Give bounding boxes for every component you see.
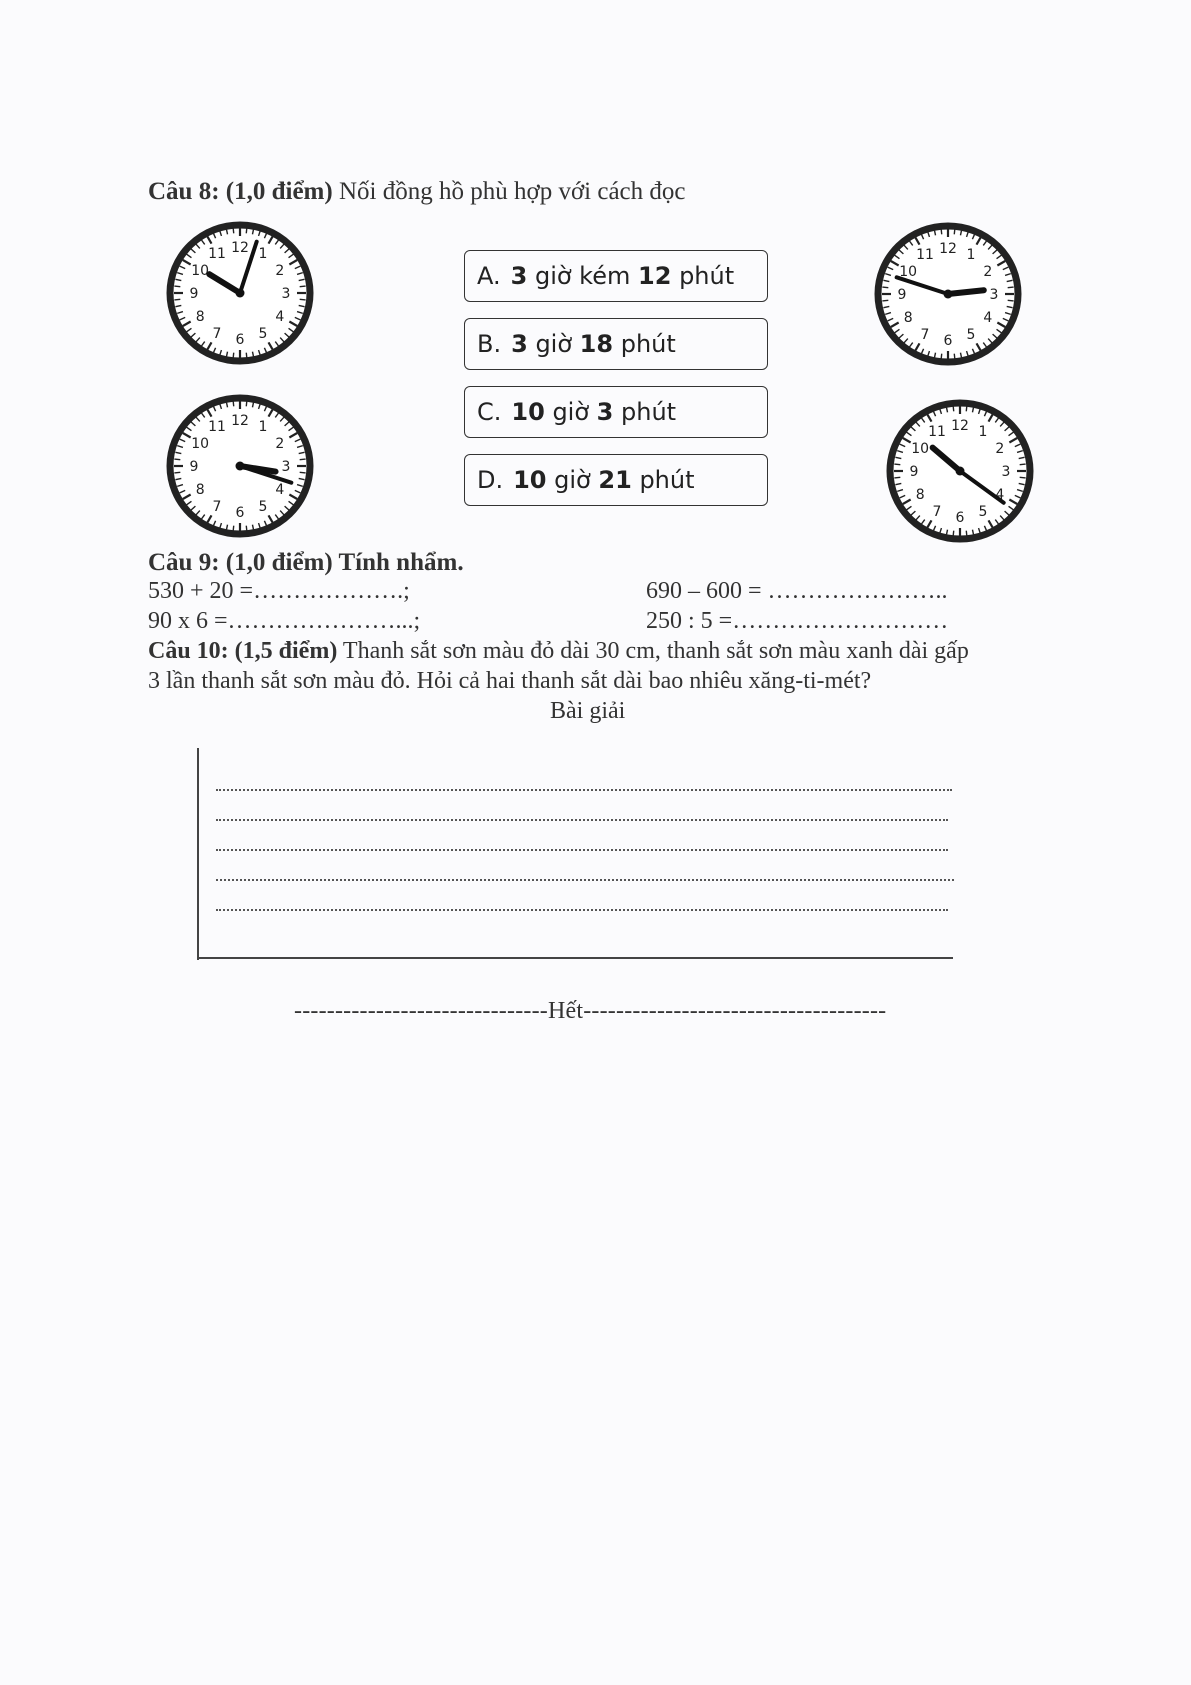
clock-top-left [160,219,320,367]
clock-numeral: 7 [932,503,942,520]
option-minute: 12 [638,262,672,290]
clock-tick [882,300,888,301]
option-letter: C. [477,398,502,426]
answer-line-4[interactable] [216,879,954,881]
clock-tick [1020,464,1026,465]
q8-text: Nối đồng hồ phù hợp với cách đọc [338,178,686,205]
clock-numeral: 5 [258,325,268,342]
option-hour-word: giờ [535,330,573,358]
clock-numeral: 4 [275,309,285,325]
option-d[interactable] [464,454,768,506]
clock-numeral: 2 [275,436,285,452]
answer-line-2[interactable] [216,819,948,821]
clock-numeral: 12 [939,241,957,257]
clock-numeral: 1 [966,247,976,264]
option-minute-word: phút [620,330,676,358]
clock-numeral: 2 [983,264,993,280]
clock-numeral: 1 [258,419,268,436]
q9-expr-2: 690 – 600 = ………………….. [646,578,948,604]
clock-center [236,289,245,298]
clock-numeral: 11 [208,246,226,263]
clock-center [956,467,965,476]
answer-frame-left-border [197,748,199,960]
clock-tick [954,228,955,234]
clock-tick [233,227,234,233]
clock-tick [300,286,306,287]
clock-numeral: 4 [983,310,993,326]
clock-tick [941,228,942,234]
option-minute-word: phút [679,262,735,290]
answer-frame-bottom-border [197,957,953,959]
clock-numeral: 6 [955,510,965,526]
clock-numeral: 1 [258,246,268,263]
end-marker [294,998,886,1025]
clock-numeral: 9 [189,459,199,475]
clock-tick [174,472,180,473]
clock-numeral: 10 [911,441,930,457]
clock-numeral: 3 [281,459,291,475]
clock-bottom-right [880,397,1040,545]
q10-line-2: 3 lần thanh sắt sơn màu đỏ. Hỏi cả hai thanh sắt dài bao nhiêu xăng-ti-mét? [148,668,872,694]
clock-numeral: 11 [916,247,934,264]
q9-label: Câu 9: (1,0 điểm) Tính nhẩm. [148,549,464,576]
clock-numeral: 5 [258,498,268,515]
clock-tick [246,227,247,233]
clock-numeral: 3 [281,286,291,302]
option-hour-word: giờ kém [534,262,631,290]
clock-tick [233,526,234,532]
clock-numeral: 1 [978,424,988,441]
clock-numeral: 7 [920,326,930,343]
clock-tick [953,405,954,411]
clock-numeral: 2 [995,441,1005,457]
option-letter: D. [477,466,504,494]
q9-expr-3: 90 x 6 =…………………...; [148,608,421,634]
option-minute: 18 [579,330,614,358]
clock-tick [233,353,234,359]
clock-tick [954,354,955,360]
clock-tick [966,531,967,537]
clock-numeral: 10 [899,264,918,280]
clock-tick [174,299,180,300]
clock-numeral: 7 [212,498,222,515]
clock-numeral: 9 [909,464,919,480]
clock-tick [300,299,306,300]
solution-title: Bài giải [550,698,626,724]
clock-tick [882,287,888,288]
clock-numeral: 9 [897,287,907,303]
clock-numeral: 12 [231,240,249,256]
q8-heading [148,178,686,206]
option-hour: 3 [511,330,528,358]
clock-numeral: 8 [195,482,205,498]
option-minute: 21 [598,466,632,494]
q9-heading [148,549,464,577]
option-letter: B. [477,330,502,358]
clock-numeral: 8 [195,309,205,325]
clock-tick [246,526,247,532]
clock-numeral: 8 [915,487,925,503]
clock-tick [300,459,306,460]
q9-expr-1: 530 + 20 =……………….; [148,578,410,604]
clock-numeral: 4 [275,482,285,498]
clock-tick [246,353,247,359]
option-minute: 3 [596,398,614,426]
clock-tick [300,472,306,473]
hour-hand [948,290,984,294]
clock-numeral: 11 [208,419,226,436]
clock-bottom-left [160,392,320,540]
clock-tick [233,400,234,406]
clock-numeral: 10 [191,436,210,452]
clock-top-right [868,220,1028,368]
clock-numeral: 3 [1001,464,1011,480]
clock-numeral: 5 [966,326,976,343]
answer-line-5[interactable] [216,909,948,911]
answer-line-1[interactable] [216,789,952,791]
option-letter: A. [477,262,501,290]
answer-line-3[interactable] [216,849,948,851]
clock-tick [1008,287,1014,288]
clock-numeral: 9 [189,286,199,302]
clock-numeral: 2 [275,263,285,279]
clock-tick [174,286,180,287]
clock-numeral: 6 [943,333,953,349]
clock-tick [246,400,247,406]
option-b[interactable] [464,318,768,370]
clock-numeral: 3 [989,287,999,303]
q10-line-1 [148,638,969,665]
clock-numeral: 11 [928,424,946,441]
q9-expr-4: 250 : 5 =……………………… [646,608,949,634]
clock-center [236,462,245,471]
clock-tick [894,477,900,478]
end-dashes-right: ------------------------------------- [583,998,887,1024]
clock-tick [966,405,967,411]
end-word: Hết [547,998,584,1024]
clock-numeral: 7 [212,325,222,342]
option-minute-word: phút [621,398,677,426]
option-hour: 10 [513,466,547,494]
end-dashes-left: ------------------------------- [294,998,548,1024]
option-hour-word: giờ [552,398,590,426]
clock-numeral: 8 [903,310,913,326]
clock-numeral: 6 [235,505,245,521]
option-a[interactable] [464,250,768,302]
clock-tick [174,459,180,460]
clock-numeral: 10 [191,263,210,279]
clock-tick [1020,477,1026,478]
option-hour-word: giờ [554,466,591,494]
q10-label: Câu 10: (1,5 điểm) [148,638,338,664]
clock-tick [953,531,954,537]
clock-tick [941,354,942,360]
clock-numeral: 4 [995,487,1005,503]
q8-label: Câu 8: (1,0 điểm) [148,178,333,205]
clock-numeral: 5 [978,503,988,520]
option-hour: 10 [511,398,545,426]
clock-center [944,290,953,299]
clock-numeral: 12 [951,418,969,434]
option-minute-word: phút [639,466,695,494]
q10-text-1: Thanh sắt sơn màu đỏ dài 30 cm, thanh sắt sơn màu xanh dài gấp [342,638,969,664]
clock-numeral: 6 [235,332,245,348]
clock-tick [1008,300,1014,301]
option-c[interactable] [464,386,768,438]
clock-numeral: 12 [231,413,249,429]
option-hour: 3 [510,262,528,290]
clock-tick [894,464,900,465]
